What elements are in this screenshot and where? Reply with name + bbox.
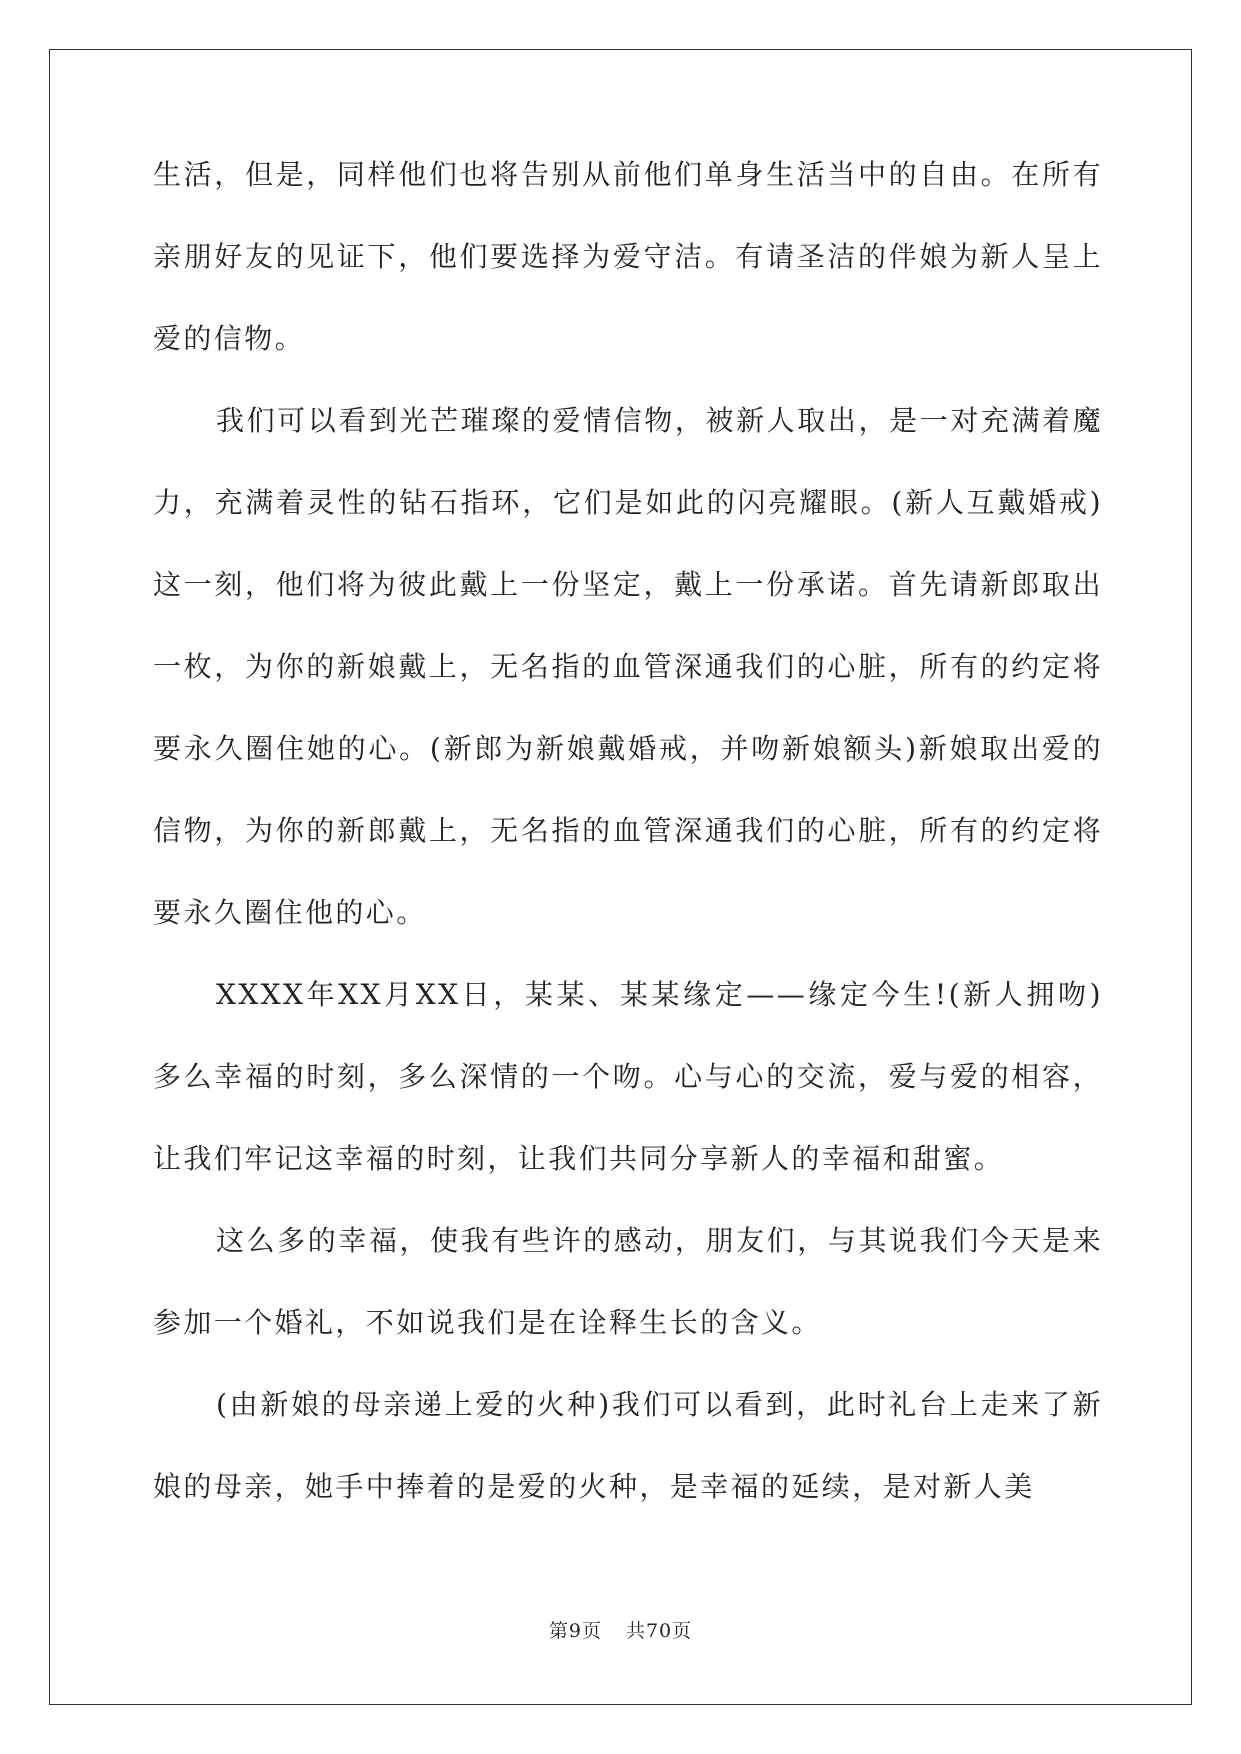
document-body <box>153 160 1103 1528</box>
total-pages: 共70页 <box>625 1620 693 1642</box>
paragraph-3: XXXX年XX月XX日，某某、某某缘定——缘定今生!(新人拥吻)多么幸福的时刻，多么深情的一个吻。心与心的交流，爱与爱的相容，让我们牢记这幸福的时刻，让我们共同分享新人的幸福和甜蜜。 <box>153 978 1103 1175</box>
paragraph-1: 生活，但是，同样他们也将告别从前他们单身生活当中的自由。在所有亲朋好友的见证下，他们要选择为爱守洁。有请圣洁的伴娘为新人呈上爱的信物。 <box>153 158 1103 355</box>
paragraph-5: (由新娘的母亲递上爱的火种)我们可以看到，此时礼台上走来了新娘的母亲，她手中捧着的是爱的火种，是幸福的延续，是对新人美 <box>153 1388 1103 1503</box>
page-number: 第9页 <box>548 1620 602 1642</box>
paragraph-4: 这么多的幸福，使我有些许的感动，朋友们，与其说我们今天是来参加一个婚礼，不如说我们是在诠释生长的含义。 <box>153 1224 1103 1339</box>
page-footer <box>0 1616 1241 1643</box>
paragraph-2: 我们可以看到光芒璀璨的爱情信物，被新人取出，是一对充满着魔力，充满着灵性的钻石指环，它们是如此的闪亮耀眼。(新人互戴婚戒)这一刻，他们将为彼此戴上一份坚定，戴上一份承诺。首先请新郎取出一枚，为你的新娘戴上，无名指的血管深通我们的心脏，所有的约定将要永久圈住她的心。(新郎为新娘戴婚戒，并吻新娘额头)新娘取出爱的信物，为你的新郎戴上，无名指的血管深通我们的心脏，所有的约定将要永久圈住他的心。 <box>153 404 1103 929</box>
